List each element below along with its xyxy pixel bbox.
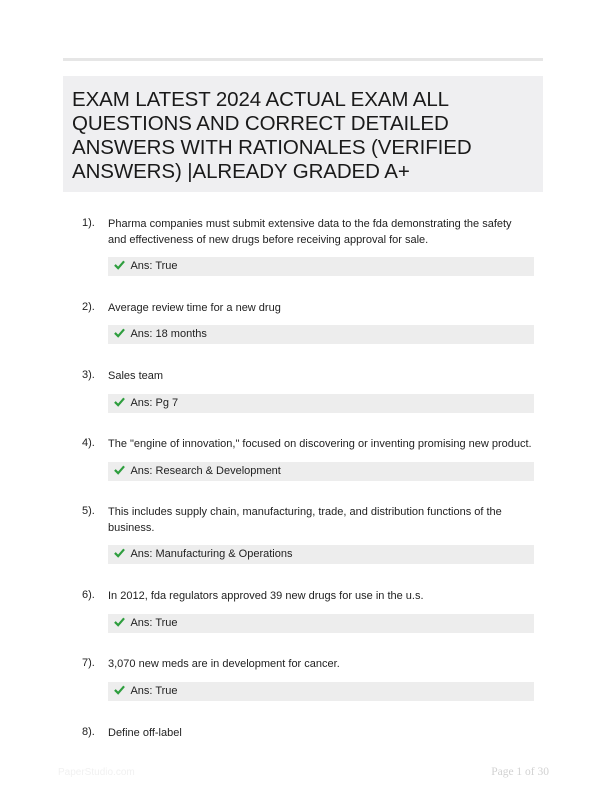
top-divider (63, 58, 543, 61)
question-text: This includes supply chain, manufacturing, trade, and distribution functions of the business. (108, 506, 502, 534)
answer-text: Ans: True (130, 260, 178, 272)
question-number: 6). (82, 589, 95, 601)
question-number: 5). (82, 505, 95, 517)
answer-box (108, 394, 534, 413)
check-icon (114, 547, 125, 558)
check-icon (114, 684, 125, 695)
answer-text: Ans: Research & Development (130, 465, 281, 477)
question-number: 2). (82, 301, 95, 313)
check-icon (114, 259, 125, 270)
page-indicator: Page 1 of 30 (491, 766, 549, 778)
answer-box (108, 682, 534, 701)
question-text: Average review time for a new drug (108, 302, 281, 314)
answer-text: Ans: True (130, 617, 178, 629)
title-banner (63, 76, 543, 192)
check-icon (114, 327, 125, 338)
question-number: 7). (82, 657, 95, 669)
answer-text: Ans: True (130, 685, 178, 697)
question-text: 3,070 new meds are in development for cancer. (108, 658, 340, 670)
question-text: Sales team (108, 370, 164, 382)
answer-box (108, 462, 534, 481)
check-icon (114, 616, 125, 627)
question-text: The "engine of innovation," focused on discovering or inventing promising new product. (108, 438, 532, 450)
answer-box (108, 614, 534, 633)
question-number: 1). (82, 217, 95, 229)
answer-text: Ans: Manufacturing & Operations (130, 548, 293, 560)
answer-box (108, 325, 534, 344)
answer-text: Ans: Pg 7 (130, 397, 179, 409)
check-icon (114, 464, 125, 475)
question-text: In 2012, fda regulators approved 39 new drugs for use in the u.s. (108, 590, 424, 602)
answer-box (108, 545, 534, 564)
question-number: 3). (82, 369, 95, 381)
page-title: EXAM LATEST 2024 ACTUAL EXAM ALL QUESTIONS AND CORRECT DETAILED ANSWERS WITH RATIONALES (VERIFIED ANSWERS) |ALREADY GRADED A+ (72, 88, 472, 183)
question-number: 8). (82, 726, 95, 738)
watermark-text: PaperStudio.com (58, 767, 135, 778)
answer-text: Ans: 18 months (130, 328, 207, 340)
question-number: 4). (82, 437, 95, 449)
answer-box (108, 257, 534, 276)
check-icon (114, 396, 125, 407)
question-text: Pharma companies must submit extensive data to the fda demonstrating the safety and effectiveness of new drugs before receiving approval for sale. (108, 218, 512, 246)
question-text: Define off-label (108, 727, 182, 739)
